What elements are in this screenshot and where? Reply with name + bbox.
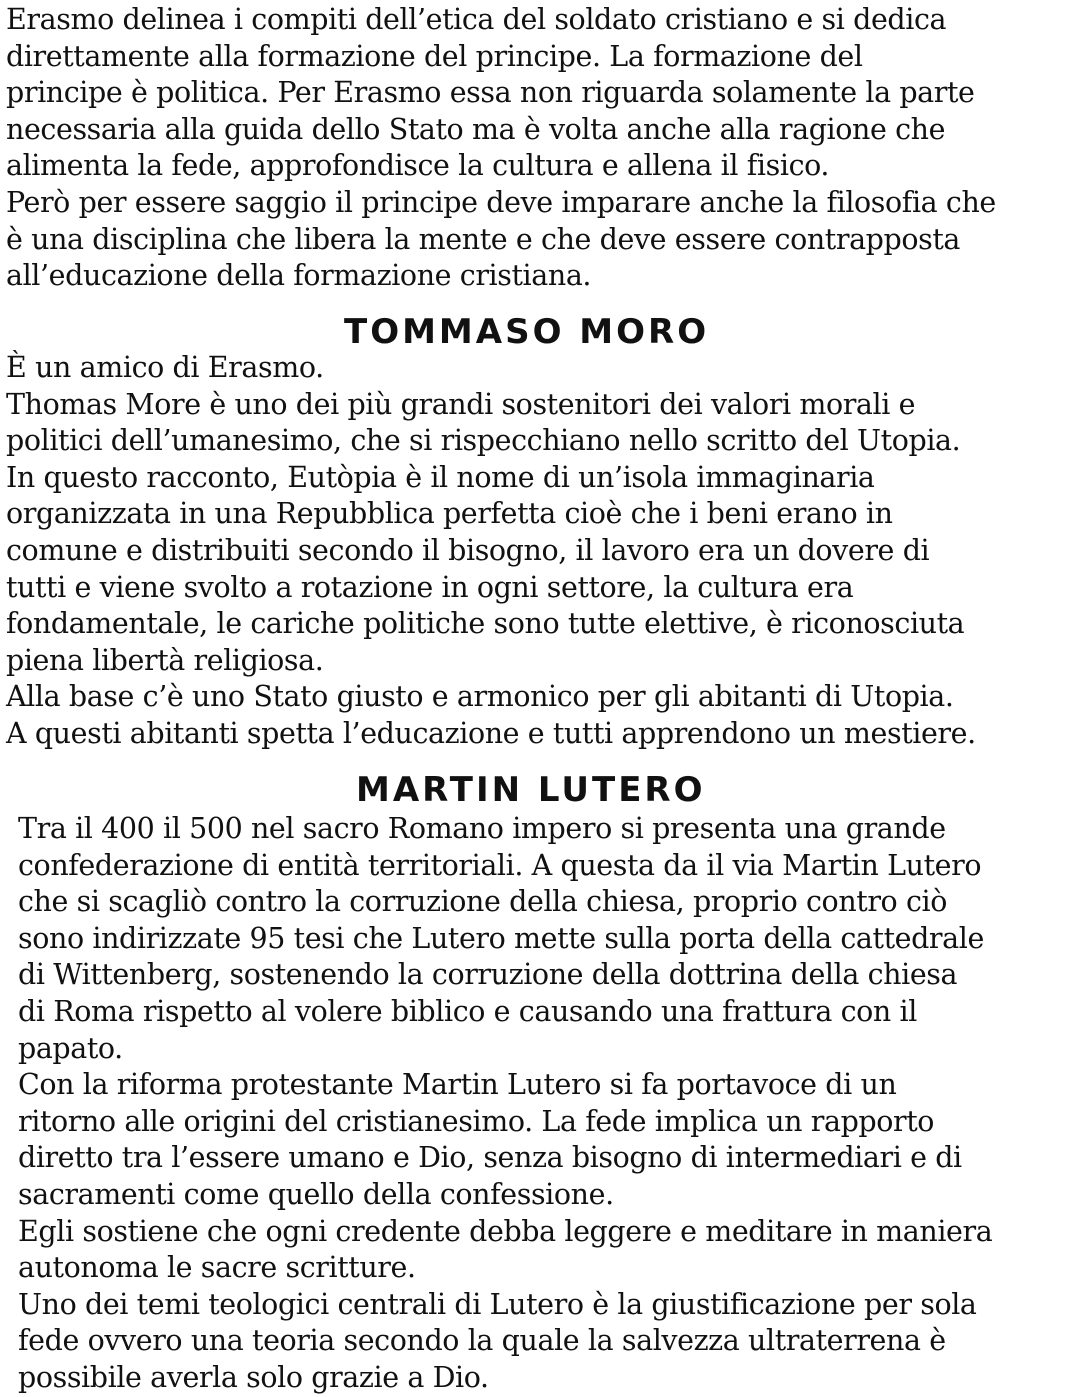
text-line: organizzata in una Repubblica perfetta cioè che i beni erano in xyxy=(6,497,893,531)
text-line: diretto tra l’essere umano e Dio, senza bisogno di intermediari e di xyxy=(18,1141,962,1175)
text-line: fede ovvero una teoria secondo la quale la salvezza ultraterrena è xyxy=(18,1324,946,1358)
moro-paragraph xyxy=(6,350,976,753)
text-line: di Roma rispetto al volere biblico e causando una frattura con il xyxy=(18,994,917,1028)
section-heading-tommaso-moro: TOMMASO MORO xyxy=(344,312,710,352)
text-line: alimenta la fede, approfondisce la cultura e allena il fisico. xyxy=(6,149,830,183)
text-line: A questi abitanti spetta l’educazione e tutti apprendono un mestiere. xyxy=(6,716,976,750)
text-line: Erasmo delinea i compiti dell’etica del soldato cristiano e si dedica xyxy=(6,3,947,36)
intro-paragraph xyxy=(6,2,996,295)
text-line: Tra il 400 il 500 nel sacro Romano impero si presenta una grande xyxy=(18,812,946,845)
text-line: autonoma le sacre scritture. xyxy=(18,1251,416,1285)
text-line: principe è politica. Per Erasmo essa non riguarda solamente la parte xyxy=(6,76,975,110)
text-line: possibile averla solo grazie a Dio. xyxy=(18,1360,489,1394)
text-line: direttamente alla formazione del principe. La formazione del xyxy=(6,39,863,73)
text-line: Alla base c’è uno Stato giusto e armonico per gli abitanti di Utopia. xyxy=(6,680,954,714)
lutero-paragraph xyxy=(18,811,992,1397)
text-line: In questo racconto, Eutòpia è il nome di un’isola immaginaria xyxy=(6,460,875,494)
text-line: politici dell’umanesimo, che si rispecchiano nello scritto del Utopia. xyxy=(6,424,961,458)
text-line: Però per essere saggio il principe deve imparare anche la filosofia che xyxy=(6,185,996,219)
text-line: fondamentale, le cariche politiche sono tutte elettive, è riconosciuta xyxy=(6,607,965,641)
text-line: È un amico di Erasmo. xyxy=(6,351,324,384)
text-line: ritorno alle origini del cristianesimo. La fede implica un rapporto xyxy=(18,1104,935,1138)
section-heading-martin-lutero: MARTIN LUTERO xyxy=(356,770,706,810)
text-line: sacramenti come quello della confessione. xyxy=(18,1177,614,1211)
text-line: Con la riforma protestante Martin Lutero si fa portavoce di un xyxy=(18,1068,897,1102)
text-line: di Wittenberg, sostenendo la corruzione della dottrina della chiesa xyxy=(18,958,958,992)
text-line: comune e distribuiti secondo il bisogno, il lavoro era un dovere di xyxy=(6,533,930,567)
text-line: è una disciplina che libera la mente e che deve essere contrapposta xyxy=(6,222,960,256)
text-line: che si scagliò contro la corruzione della chiesa, proprio contro ciò xyxy=(18,885,947,919)
text-line: Egli sostiene che ogni credente debba leggere e meditare in maniera xyxy=(18,1214,993,1248)
text-line: confederazione di entità territoriali. A questa da il via Martin Lutero xyxy=(18,848,982,882)
text-line: Thomas More è uno dei più grandi sostenitori dei valori morali e xyxy=(6,387,916,421)
text-line: Uno dei temi teologici centrali di Lutero è la giustificazione per sola xyxy=(18,1287,977,1321)
text-line: necessaria alla guida dello Stato ma è volta anche alla ragione che xyxy=(6,112,946,146)
text-line: all’educazione della formazione cristiana. xyxy=(6,259,592,293)
text-line: piena libertà religiosa. xyxy=(6,643,324,677)
text-line: tutti e viene svolto a rotazione in ogni settore, la cultura era xyxy=(6,570,854,604)
text-line: sono indirizzate 95 tesi che Lutero mette sulla porta della cattedrale xyxy=(18,921,984,955)
text-line: papato. xyxy=(18,1031,123,1065)
